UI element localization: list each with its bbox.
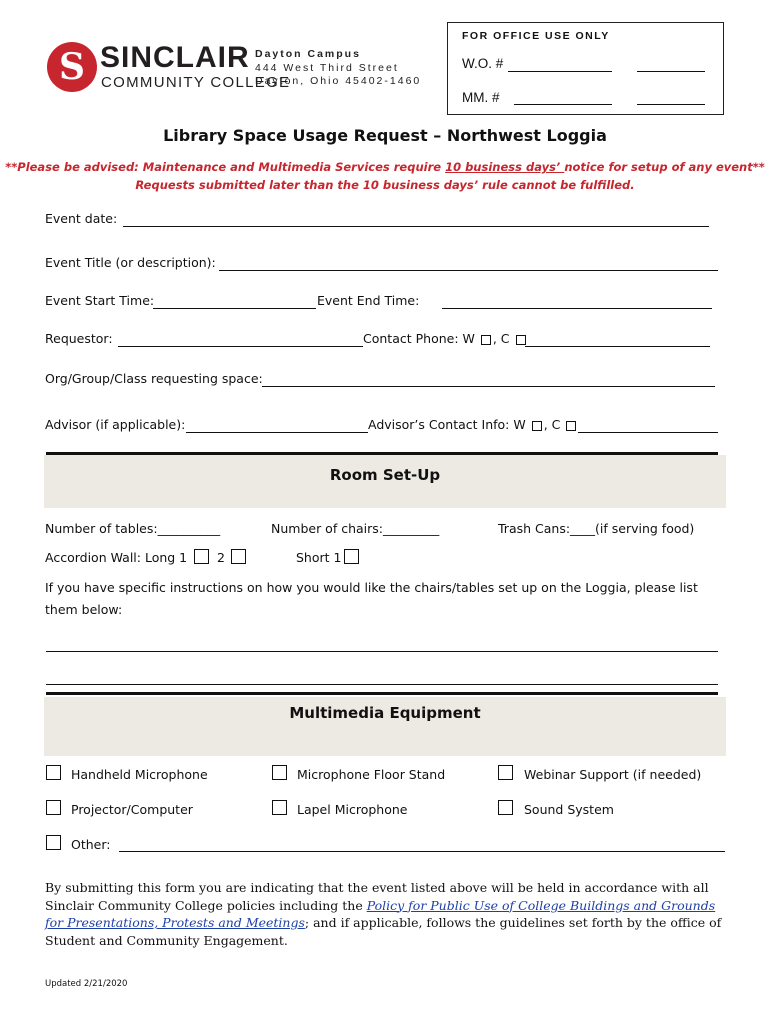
advisor-contact-label: Advisor’s Contact Info: W , C — [368, 417, 578, 432]
mm-label: MM. # — [462, 90, 500, 105]
projector-label: Projector/Computer — [71, 802, 193, 817]
webinar-support-checkbox[interactable] — [498, 765, 513, 780]
mm-field[interactable] — [514, 104, 612, 105]
policy-link[interactable]: Policy for Public Use of College Buildings and Grounds for Presentations, Protests and Meetings — [45, 897, 716, 930]
sound-system-label: Sound System — [524, 802, 614, 817]
tables-field[interactable]: Number of tables:__________ — [45, 521, 221, 536]
multimedia-title: Multimedia Equipment — [289, 704, 481, 722]
end-time-label: Event End Time: — [317, 293, 420, 308]
form-title: Library Space Usage Request – Northwest Loggia — [163, 126, 607, 145]
event-title-field[interactable] — [219, 270, 718, 271]
mic-floor-stand-checkbox[interactable] — [272, 765, 287, 780]
wo-label: W.O. # — [462, 56, 504, 71]
city-address: Dayton, Ohio 45402-1460 — [255, 75, 422, 87]
start-time-label: Event Start Time: — [45, 293, 155, 308]
org-label: Org/Group/Class requesting space: — [45, 371, 263, 386]
wo-field[interactable] — [508, 71, 612, 72]
event-date-field[interactable] — [123, 226, 709, 227]
other-checkbox[interactable] — [46, 835, 61, 850]
instructions-line-1: If you have specific instructions on how you would like the chairs/tables set up on the Loggia, please list — [45, 580, 698, 595]
requestor-field[interactable] — [118, 346, 363, 347]
start-time-field[interactable] — [153, 308, 316, 309]
campus-name: Dayton Campus — [255, 48, 361, 60]
handheld-mic-label: Handheld Microphone — [71, 767, 208, 782]
street-address: 444 West Third Street — [255, 62, 399, 74]
short1-checkbox[interactable] — [344, 549, 359, 564]
instructions-line-2: them below: — [45, 602, 123, 617]
instructions-field-2[interactable] — [46, 684, 718, 685]
accordion-wall-label: Accordion Wall: Long 1 — [45, 550, 188, 565]
mic-floor-stand-label: Microphone Floor Stand — [297, 767, 446, 782]
accordion-two-label: 2 — [217, 550, 225, 565]
projector-checkbox[interactable] — [46, 800, 61, 815]
notice-line-1: **Please be advised: Maintenance and Multimedia Services require 10 business days’ notice for setup of any event** — [5, 160, 765, 174]
advisor-work-checkbox[interactable] — [532, 421, 542, 431]
event-date-label: Event date: — [45, 211, 118, 226]
org-field[interactable] — [262, 386, 715, 387]
office-use-title: FOR OFFICE USE ONLY — [462, 30, 610, 42]
mm-field-2[interactable] — [637, 104, 705, 105]
accordion-two-checkbox[interactable] — [231, 549, 246, 564]
requestor-label: Requestor: — [45, 331, 113, 346]
policy-statement: By submitting this form you are indicating that the event listed above will be held in accordance with all Sinclair Community College policies including the Policy for Public Use of College Buildings and Grounds for Presentations, Protests and Meetings; and if applicable, follows the guidelines set forth by the office of Student and Community Engagement. — [45, 880, 722, 948]
advisor-cell-checkbox[interactable] — [566, 421, 576, 431]
chairs-field[interactable]: Number of chairs:_________ — [271, 521, 440, 536]
event-title-label: Event Title (or description): — [45, 255, 216, 270]
section-divider — [46, 692, 718, 695]
end-time-field[interactable] — [442, 308, 712, 309]
webinar-support-label: Webinar Support (if needed) — [524, 767, 702, 782]
other-label: Other: — [71, 837, 111, 852]
contact-phone-field[interactable] — [525, 346, 710, 347]
room-setup-title: Room Set-Up — [329, 466, 441, 484]
wo-field-2[interactable] — [637, 71, 705, 72]
phone-cell-checkbox[interactable] — [516, 335, 526, 345]
lapel-mic-label: Lapel Microphone — [297, 802, 408, 817]
sinclair-logo-name: SINCLAIR — [100, 41, 250, 74]
trash-cans-field[interactable]: Trash Cans:____(if serving food) — [498, 521, 695, 536]
notice-line-2: Requests submitted later than the 10 business days’ rule cannot be fulfilled. — [135, 178, 635, 192]
instructions-field-1[interactable] — [46, 651, 718, 652]
accordion-long1-checkbox[interactable] — [194, 549, 209, 564]
advisor-field[interactable] — [186, 432, 368, 433]
phone-work-checkbox[interactable] — [481, 335, 491, 345]
sinclair-logo-glyph: S — [59, 46, 85, 88]
advisor-contact-field[interactable] — [578, 432, 718, 433]
updated-date: Updated 2/21/2020 — [45, 979, 128, 989]
contact-phone-label: Contact Phone: W , C — [363, 331, 528, 346]
other-field[interactable] — [119, 851, 725, 852]
short-label: Short 1 — [296, 550, 342, 565]
handheld-mic-checkbox[interactable] — [46, 765, 61, 780]
lapel-mic-checkbox[interactable] — [272, 800, 287, 815]
advisor-label: Advisor (if applicable): — [45, 417, 186, 432]
sinclair-logo-subtitle: COMMUNITY COLLEGE — [101, 74, 291, 91]
sound-system-checkbox[interactable] — [498, 800, 513, 815]
